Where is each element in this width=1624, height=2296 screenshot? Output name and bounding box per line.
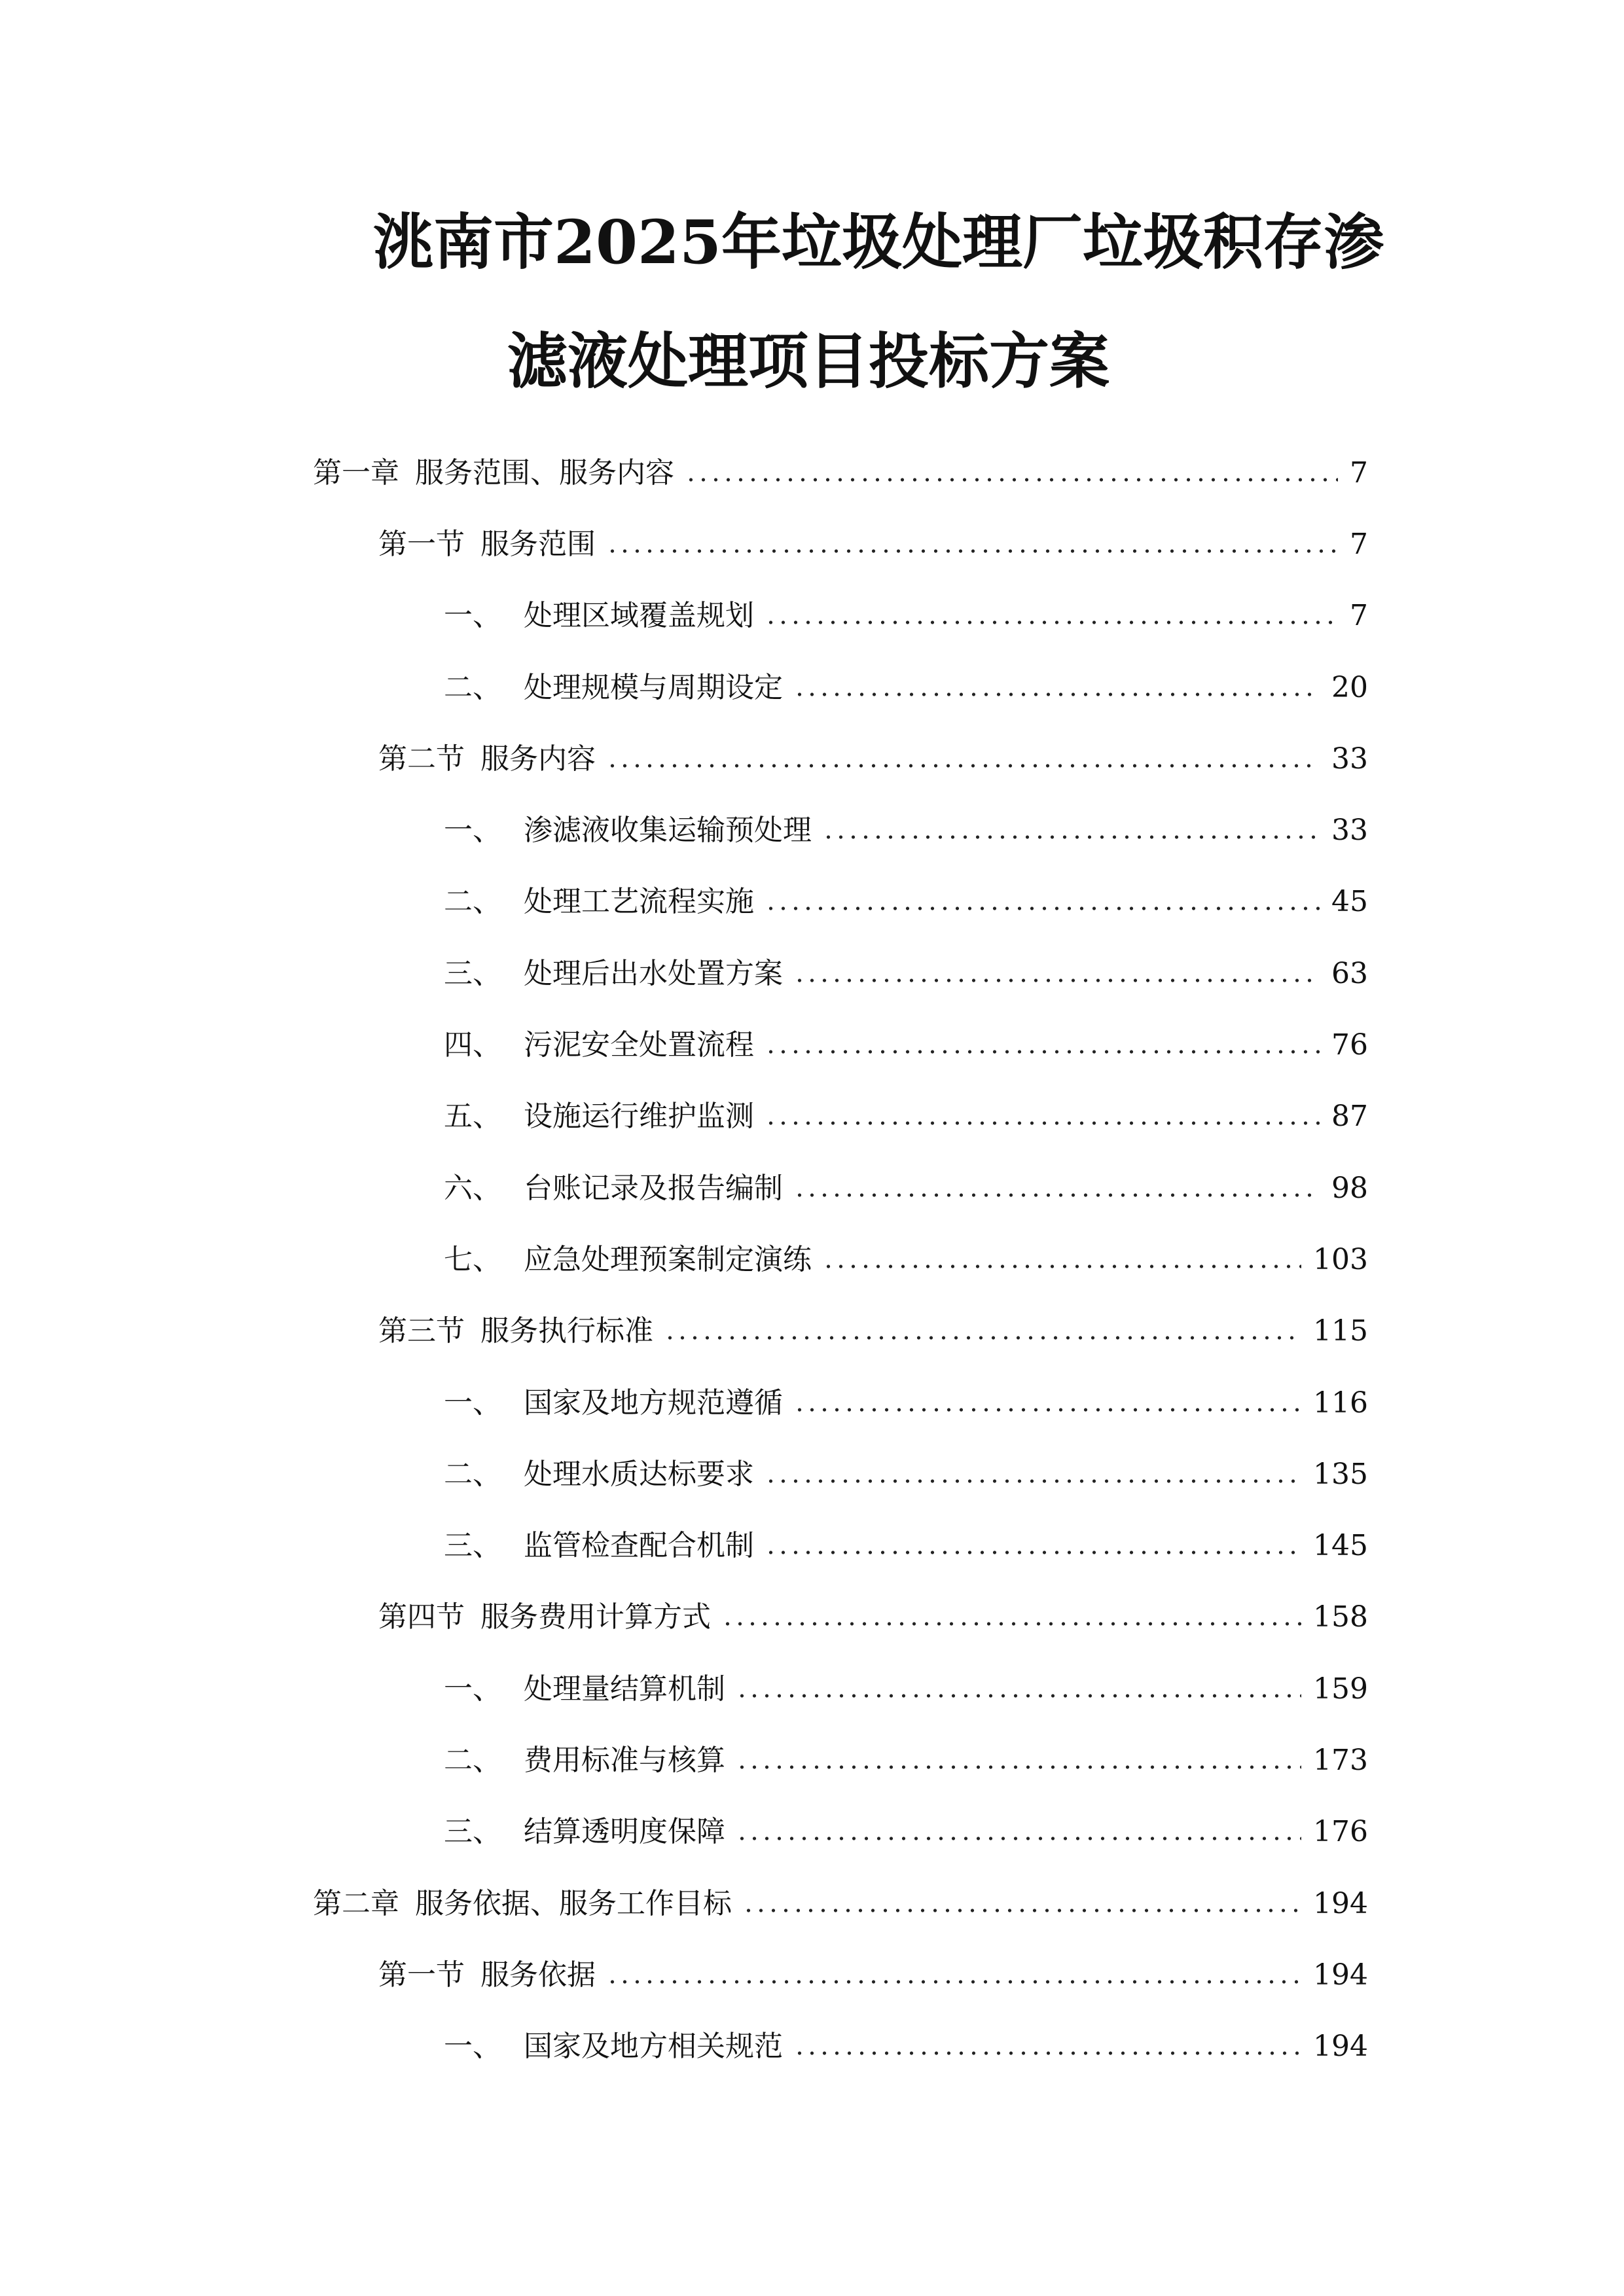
toc-dot-leader [606,753,1320,779]
document-title-line-1: 洮南市2025年垃圾处理厂垃圾积存渗 [373,207,1384,278]
toc-dot-leader [606,1969,1301,1995]
toc-entry-level-2[interactable] [0,1582,1624,1653]
toc-entry-number: 一、 [444,2030,501,2064]
toc-entry-level-3[interactable] [0,795,1624,866]
toc-entry-level-3[interactable] [0,938,1624,1009]
toc-dot-leader [793,681,1320,708]
toc-dot-leader [793,1182,1320,1208]
toc-entry-level-3[interactable] [0,867,1624,938]
toc-dot-leader [742,1897,1301,1924]
toc-entry-page-number: 98 [1331,1171,1368,1205]
toc-entry-number: 三、 [444,956,501,990]
toc-entry-page-number: 176 [1313,1815,1368,1849]
toc-entry-page-number: 45 [1331,885,1368,919]
toc-entry-label: 渗滤液收集运输预处理 [524,814,812,848]
toc-entry-label: 服务执行标准 [480,1314,653,1348]
toc-entry-label: 设施运行维护监测 [524,1100,754,1134]
toc-entry-page-number: 194 [1313,2030,1368,2064]
toc-entry-page-number: 76 [1331,1028,1368,1062]
toc-entry-label: 处理区域覆盖规划 [524,599,754,633]
toc-entry-number: 第二节 [378,742,465,776]
toc-entry-page-number: 7 [1350,456,1368,490]
toc-entry-label: 国家及地方相关规范 [524,2030,783,2064]
toc-entry-level-3[interactable] [0,1367,1624,1439]
toc-entry-page-number: 33 [1331,814,1368,848]
toc-dot-leader [822,824,1320,850]
toc-entry-label: 服务依据 [480,1958,596,1992]
toc-dot-leader [793,1397,1301,1423]
toc-entry-label: 处理工艺流程实施 [524,885,754,919]
toc-entry-page-number: 87 [1331,1100,1368,1134]
toc-entry-page-number: 103 [1313,1242,1368,1276]
toc-dot-leader [606,538,1338,564]
toc-entry-level-3[interactable] [0,1009,1624,1081]
toc-entry-level-2[interactable] [0,509,1624,580]
toc-entry-label: 处理量结算机制 [524,1672,725,1706]
toc-entry-page-number: 173 [1313,1743,1368,1777]
toc-dot-leader [793,967,1320,994]
toc-entry-page-number: 115 [1313,1314,1368,1348]
toc-entry-page-number: 116 [1313,1386,1368,1420]
toc-entry-number: 五、 [444,1100,501,1134]
toc-entry-label: 污泥安全处置流程 [524,1028,754,1062]
toc-dot-leader [765,1468,1301,1494]
toc-entry-label: 台账记录及报告编制 [524,1171,783,1205]
toc-dot-leader [736,1825,1301,1852]
toc-entry-level-3[interactable] [0,2011,1624,2083]
toc-entry-number: 一、 [444,599,501,633]
toc-entry-level-2[interactable] [0,1296,1624,1367]
toc-entry-label: 处理规模与周期设定 [524,670,783,704]
toc-entry-number: 一、 [444,1386,501,1420]
toc-entry-label: 服务内容 [480,742,596,776]
toc-entry-page-number: 20 [1331,670,1368,704]
toc-entry-page-number: 194 [1313,1886,1368,1920]
toc-dot-leader [721,1611,1301,1637]
toc-entry-level-3[interactable] [0,1653,1624,1725]
toc-dot-leader [736,1754,1301,1780]
toc-entry-page-number: 135 [1313,1457,1368,1491]
toc-entry-page-number: 63 [1331,956,1368,990]
toc-entry-number: 二、 [444,670,501,704]
toc-entry-page-number: 158 [1313,1600,1368,1634]
toc-entry-number: 一、 [444,1672,501,1706]
toc-entry-number: 三、 [444,1815,501,1849]
toc-entry-level-3[interactable] [0,1224,1624,1295]
toc-entry-label: 服务依据、服务工作目标 [415,1886,732,1920]
toc-entry-number: 第一节 [378,527,465,561]
toc-entry-number: 第二章 [313,1886,399,1920]
table-of-contents [0,437,1624,2083]
toc-entry-label: 处理后出水处置方案 [524,956,783,990]
toc-entry-label: 服务费用计算方式 [480,1600,711,1634]
toc-entry-number: 二、 [444,885,501,919]
toc-entry-number: 三、 [444,1529,501,1563]
toc-entry-level-3[interactable] [0,1439,1624,1510]
toc-dot-leader [765,1539,1301,1566]
toc-entry-level-3[interactable] [0,581,1624,652]
toc-entry-number: 四、 [444,1028,501,1062]
toc-dot-leader [664,1325,1301,1351]
toc-entry-label: 应急处理预案制定演练 [524,1242,812,1276]
toc-entry-number: 第三节 [378,1314,465,1348]
toc-entry-label: 服务范围、服务内容 [415,456,674,490]
toc-entry-label: 服务范围 [480,527,596,561]
toc-dot-leader [765,895,1320,922]
toc-entry-page-number: 159 [1313,1672,1368,1706]
toc-entry-label: 处理水质达标要求 [524,1457,754,1491]
toc-dot-leader [793,2040,1301,2066]
toc-entry-number: 二、 [444,1743,501,1777]
toc-dot-leader [736,1683,1301,1709]
toc-dot-leader [765,1039,1320,1065]
toc-dot-leader [822,1253,1301,1280]
toc-dot-leader [765,1110,1320,1136]
toc-entry-number: 一、 [444,814,501,848]
toc-entry-page-number: 33 [1331,742,1368,776]
toc-dot-leader [685,467,1338,493]
toc-entry-level-3[interactable] [0,1510,1624,1581]
toc-entry-level-2[interactable] [0,723,1624,795]
toc-entry-level-3[interactable] [0,1725,1624,1796]
toc-entry-label: 结算透明度保障 [524,1815,725,1849]
toc-entry-page-number: 7 [1350,599,1368,633]
toc-entry-number: 第一章 [313,456,399,490]
toc-entry-level-1[interactable] [0,437,1624,509]
toc-entry-page-number: 7 [1350,527,1368,561]
toc-entry-label: 国家及地方规范遵循 [524,1386,783,1420]
document-title-line-2: 滤液处理项目投标方案 [507,326,1110,397]
toc-entry-level-3[interactable] [0,1081,1624,1153]
toc-entry-number: 第一节 [378,1958,465,1992]
toc-entry-level-1[interactable] [0,1868,1624,1939]
toc-entry-number: 二、 [444,1457,501,1491]
toc-entry-level-2[interactable] [0,1939,1624,2011]
toc-entry-level-3[interactable] [0,1153,1624,1224]
toc-entry-page-number: 194 [1313,1958,1368,1992]
toc-entry-label: 费用标准与核算 [524,1743,725,1777]
toc-entry-level-3[interactable] [0,652,1624,723]
toc-entry-page-number: 145 [1313,1529,1368,1563]
toc-entry-level-3[interactable] [0,1797,1624,1868]
toc-dot-leader [765,609,1338,636]
toc-entry-label: 监管检查配合机制 [524,1529,754,1563]
toc-entry-number: 第四节 [378,1600,465,1634]
toc-entry-number: 六、 [444,1171,501,1205]
toc-entry-number: 七、 [444,1242,501,1276]
